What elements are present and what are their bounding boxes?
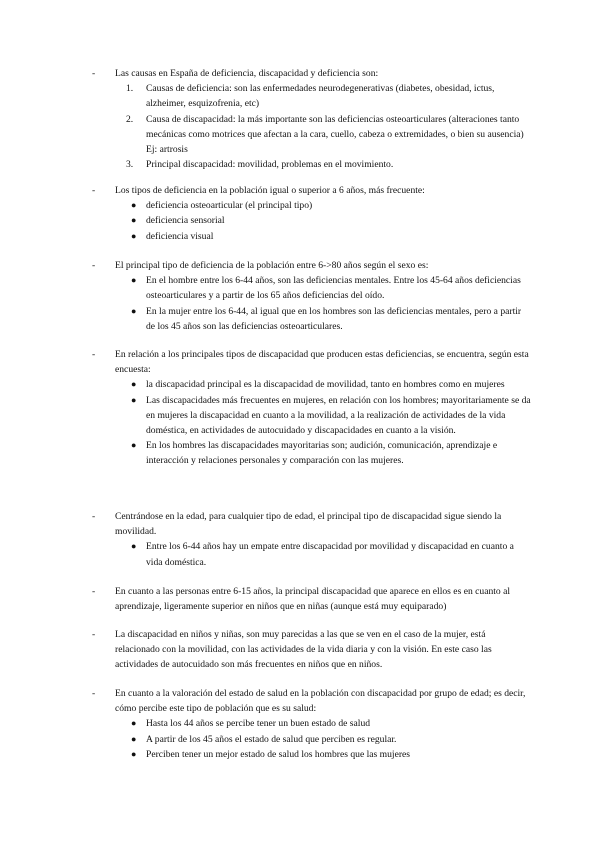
item-text: Hasta los 44 años se percibe tener un buen estado de salud	[146, 718, 371, 730]
bullet-dot-icon: ●	[131, 394, 137, 405]
bullet-dot-icon: ●	[131, 200, 137, 211]
bullet-dot-icon: ●	[131, 748, 137, 759]
item-text: Causa de discapacidad: la más importante son las deficiencias osteoarticulares (alteraciones tanto mecánicas como motrices que afectan a la cara, cuello, cabeza o extremidades, o bien su ausencia) Ej: artrosis	[146, 113, 524, 156]
bullet-dot-icon: ●	[131, 733, 137, 744]
item-text: En el hombre entre los 6-44 años, son las deficiencias mentales. Entre los 45-64 años deficiencias osteoarticulares y a partir de los 65 años deficiencias del oído.	[146, 275, 521, 302]
bullet-dot-icon: ●	[131, 215, 137, 226]
bullet-item	[92, 716, 532, 731]
section-sexo	[92, 258, 532, 334]
numbered-item	[92, 112, 532, 158]
bullet-item	[92, 539, 532, 569]
bullet-item	[92, 213, 532, 228]
section-text: La discapacidad en niños y niñas, son muy parecidas a las que se ven en el caso de la mujer, está relacionado con la movilidad, con las actividades de la vida diaria y con la visión. En este caso las actividades de autocuidado son más frecuentes en niños que en niños.	[115, 629, 492, 671]
bullet-item	[92, 377, 532, 392]
item-text: Principal discapacidad: movilidad, problemas en el movimiento.	[146, 159, 394, 171]
item-text: Causas de deficiencia: son las enfermedades neurodegenerativas (diabetes, obesidad, ictus, alzheimer, esquizofrenia, etc)	[146, 83, 495, 110]
bullet-dot-icon: ●	[131, 275, 137, 286]
item-text: deficiencia sensorial	[146, 215, 225, 227]
dash-bullet: -	[92, 260, 96, 271]
numbered-item	[92, 81, 532, 111]
item-text: Perciben tener un mejor estado de salud los hombres que las mujeres	[146, 748, 411, 760]
section-text: Centrándose en la edad, para cualquier tipo de edad, el principal tipo de discapacidad sigue siendo la movilidad.	[115, 511, 502, 538]
section-text: En cuanto a las personas entre 6-15 años, la principal discapacidad que aparece en ellos es en cuanto al aprendizaje, ligeramente superior en niños que en niñas (aunque está muy equiparado)	[115, 586, 511, 613]
section-text: Los tipos de deficiencia en la población igual o superior a 6 años, más frecuente:	[115, 185, 425, 196]
bullet-dot-icon: ●	[131, 718, 137, 729]
dash-bullet: -	[92, 586, 96, 597]
item-number: 3.	[126, 159, 134, 171]
item-text: En los hombres las discapacidades mayoritarias son; audición, comunicación, aprendizaje e interacción y relaciones personales y comparación con las mujeres.	[146, 440, 498, 467]
item-text: En la mujer entre los 6-44, al igual que en los hombres son las deficiencias mentales, pero a partir de los 45 años son las deficiencias osteoarticulares.	[146, 305, 522, 332]
bullet-dot-icon: ●	[131, 230, 137, 241]
bullet-item	[92, 229, 532, 244]
item-text: deficiencia visual	[146, 230, 214, 242]
section-edad	[92, 509, 532, 570]
bullet-dot-icon: ●	[131, 440, 137, 451]
section-text: En relación a los principales tipos de discapacidad que producen estas deficiencias, se encuentra, según esta encuesta:	[115, 349, 529, 376]
item-text: la discapacidad principal es la discapacidad de movilidad, tanto en hombres como en mujeres	[146, 379, 505, 391]
section-causas	[92, 66, 532, 172]
item-number: 2.	[126, 113, 134, 125]
dash-bullet: -	[92, 629, 96, 640]
bullet-item	[92, 393, 532, 439]
item-text: Las discapacidades más frecuentes en mujeres, en relación con los hombres; mayoritariamente se da en mujeres la discapacidad en cuanto a la movilidad, a la realización de actividades de la vida doméstica, en actividades de autocuidado y discapacidades en cuanto a la visión.	[146, 394, 531, 437]
bullet-item	[92, 438, 532, 468]
item-text: Entre los 6-44 años hay un empate entre discapacidad por movilidad y discapacidad en cuanto a vida doméstica.	[146, 541, 514, 568]
bullet-item	[92, 273, 532, 303]
section-ninos-ninas	[92, 627, 532, 673]
section-6-15-anos	[92, 584, 532, 614]
bullet-dot-icon: ●	[131, 379, 137, 390]
section-tipos-deficiencia	[92, 183, 532, 244]
bullet-item	[92, 732, 532, 747]
numbered-item	[92, 157, 532, 172]
section-tipos-discapacidad	[92, 347, 532, 469]
bullet-item	[92, 747, 532, 762]
dash-bullet: -	[92, 688, 96, 699]
dash-bullet: -	[92, 511, 96, 522]
dash-bullet: -	[92, 68, 96, 79]
item-text: A partir de los 45 años el estado de salud que perciben es regular.	[146, 733, 397, 745]
item-text: deficiencia osteoarticular (el principal tipo)	[146, 200, 313, 212]
section-text: El principal tipo de deficiencia de la población entre 6->80 años según el sexo es:	[115, 260, 429, 271]
dash-bullet: -	[92, 185, 96, 196]
dash-bullet: -	[92, 349, 96, 360]
item-number: 1.	[126, 83, 134, 95]
section-valoracion-salud	[92, 686, 532, 762]
section-text: Las causas en España de deficiencia, discapacidad y deficiencia son:	[115, 68, 379, 79]
section-text: En cuanto a la valoración del estado de salud en la población con discapacidad por grupo de edad; es decir, cómo percibe este tipo de población que es su salud:	[115, 688, 526, 715]
bullet-item	[92, 198, 532, 213]
bullet-dot-icon: ●	[131, 541, 137, 552]
bullet-item	[92, 304, 532, 334]
bullet-dot-icon: ●	[131, 305, 137, 316]
